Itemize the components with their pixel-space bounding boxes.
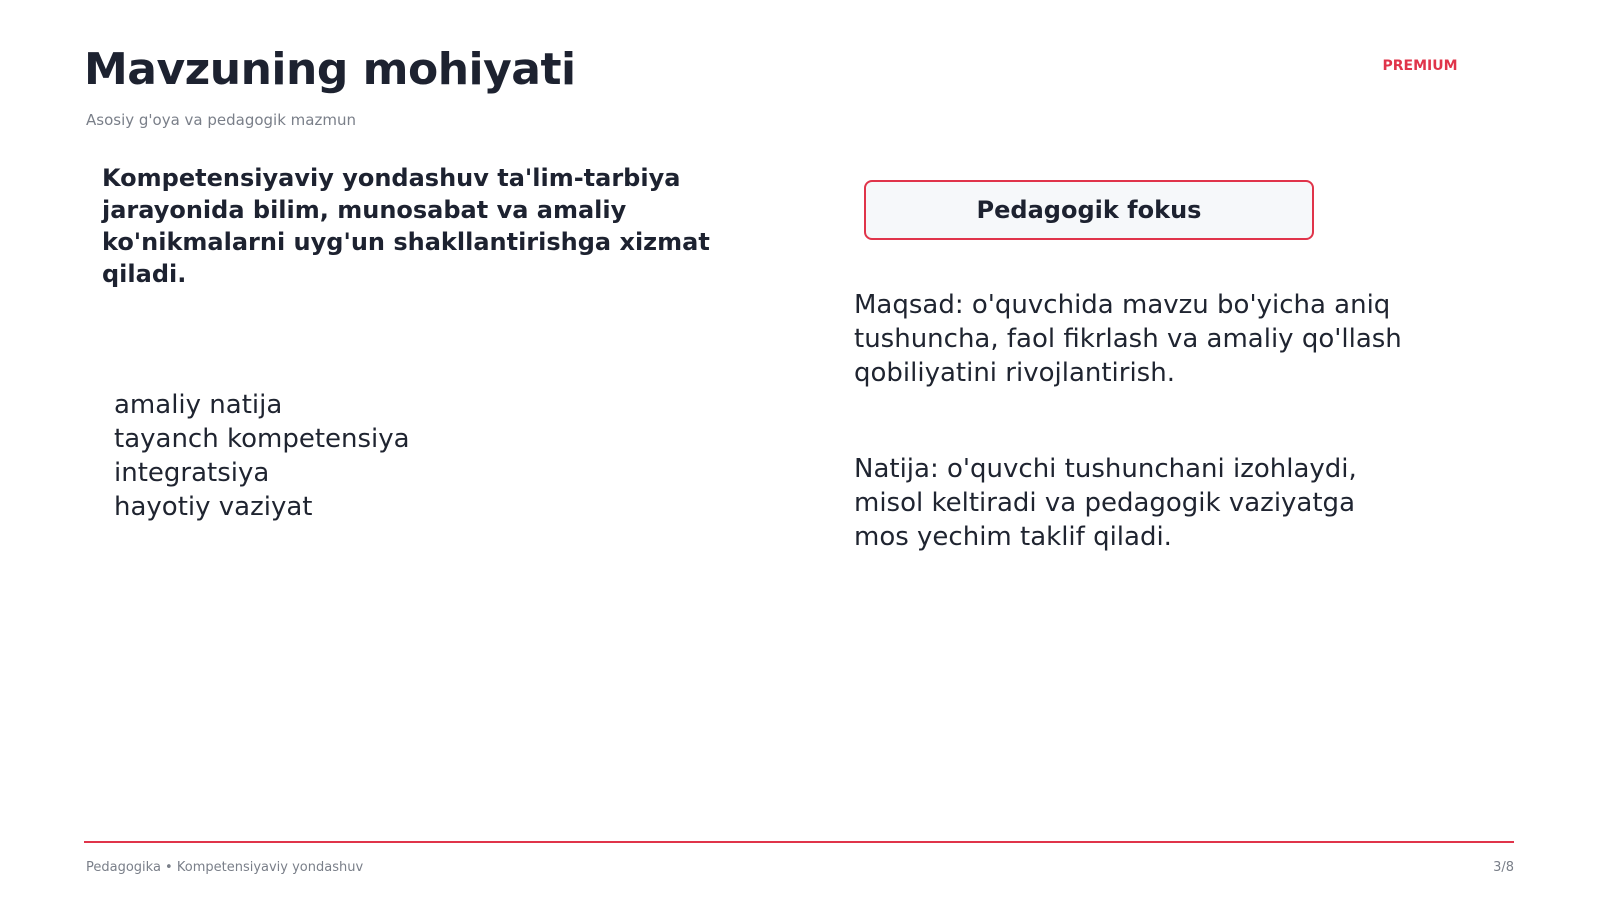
page-title: Mavzuning mohiyati [84,44,576,95]
keyword-item: amaliy natija [114,390,283,420]
pedagogical-focus-box [864,180,1314,240]
premium-badge: PREMIUM [1382,58,1458,74]
goal-paragraph: Maqsad: o'quvchida mavzu bo'yicha aniq tushuncha, faol fikrlash va amaliy qo'llash qobiliyatini rivojlantirish. [854,290,1402,388]
keyword-list [114,388,410,524]
keyword-item: hayotiy vaziyat [114,492,313,522]
keyword-item: tayanch kompetensiya [114,424,410,454]
footer-caption: Pedagogika • Kompetensiyaviy yondashuv [86,860,364,875]
page-number: 3/8 [1493,860,1514,875]
focus-box-title: Pedagogik fokus [976,196,1202,224]
keyword-item: integratsiya [114,458,270,488]
page-subtitle: Asosiy g'oya va pedagogik mazmun [86,111,356,129]
result-paragraph: Natija: o'quvchi tushunchani izohlaydi, misol keltiradi va pedagogik vaziyatga mos yechim taklif qiladi. [854,454,1357,552]
footer-divider [84,841,1514,843]
lead-statement: Kompetensiyaviy yondashuv ta'lim-tarbiya jarayonida bilim, munosabat va amaliy ko'nikmalarni uyg'un shakllantirishga xizmat qiladi. [102,164,710,288]
